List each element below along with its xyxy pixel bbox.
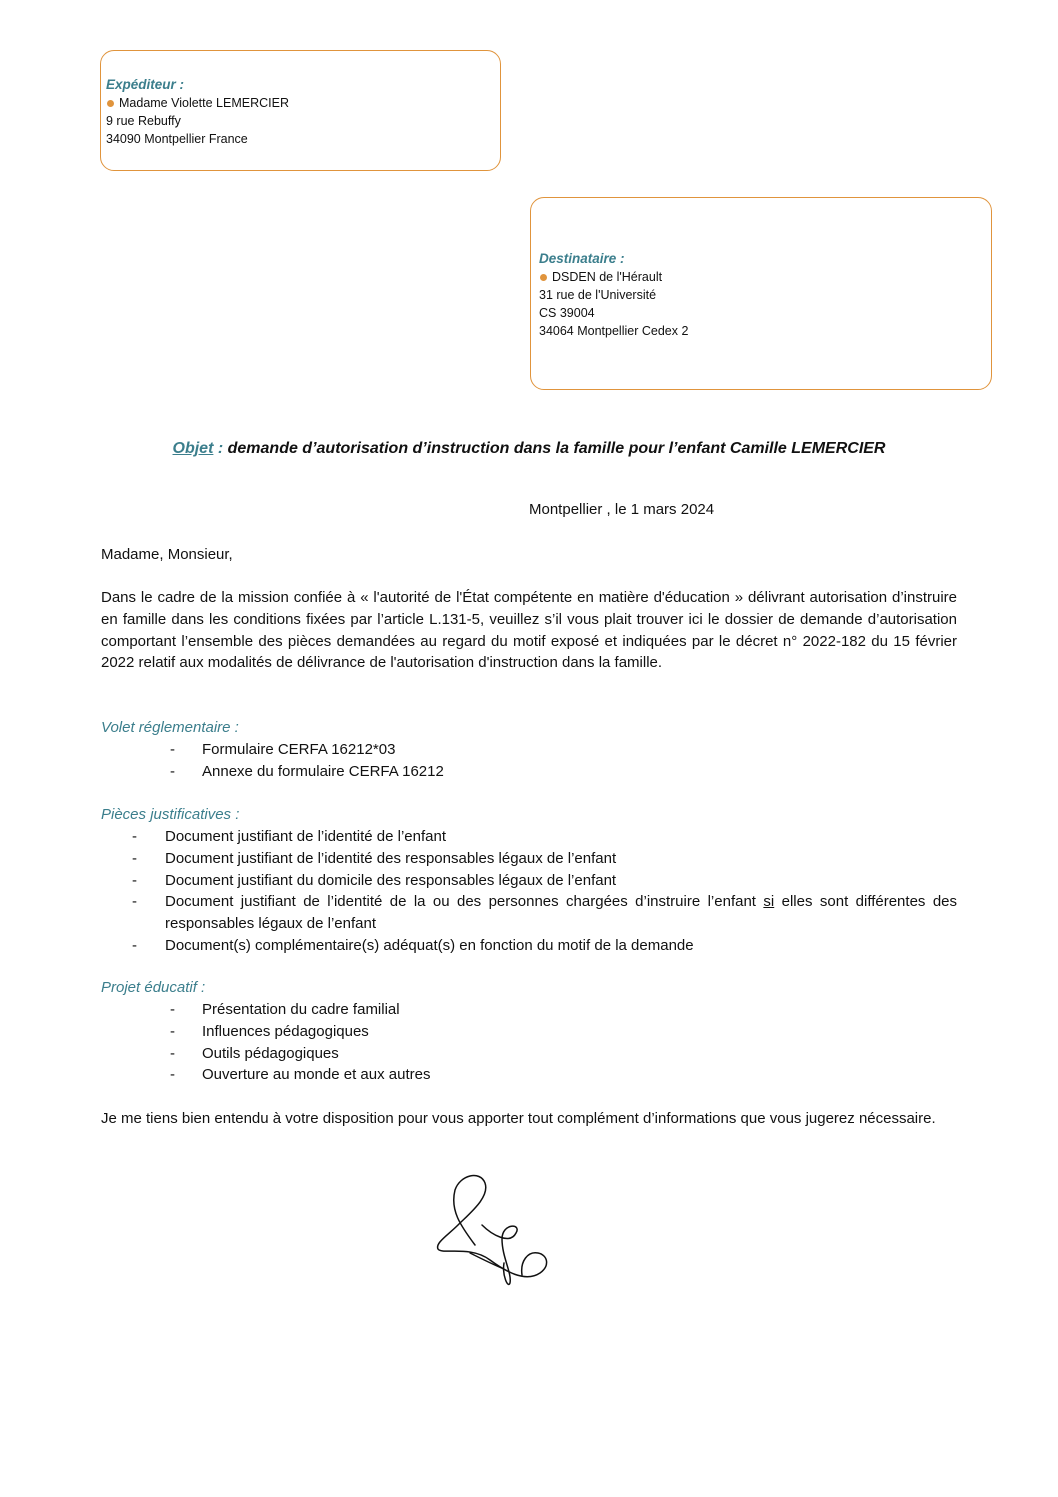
volet-reglementaire-list bbox=[0, 739, 1058, 783]
dash-marker: - bbox=[170, 1022, 175, 1040]
dash-marker: - bbox=[132, 871, 137, 889]
bullet-dot-icon bbox=[540, 274, 547, 281]
object-colon: : bbox=[213, 440, 224, 457]
recipient-box bbox=[530, 197, 992, 390]
dash-marker: - bbox=[132, 893, 137, 911]
dash-marker: - bbox=[170, 762, 175, 780]
projet-educatif-title: Projet éducatif : bbox=[101, 979, 206, 996]
dash-marker: - bbox=[170, 741, 175, 758]
salutation: Madame, Monsieur, bbox=[101, 546, 233, 563]
bullet-dot-icon bbox=[107, 100, 114, 107]
list-item: - Document(s) complémentaire(s) adéquat(s) en fonction du motif de la demande bbox=[0, 935, 1058, 957]
sender-box bbox=[100, 50, 501, 171]
dash-marker: - bbox=[132, 849, 137, 867]
list-item: - Influences pédagogiques bbox=[0, 1021, 1058, 1043]
signature-image bbox=[430, 1165, 555, 1290]
sender-name-line bbox=[106, 94, 500, 112]
list-item: - Document justifiant de l’identité de la ou des personnes chargées d’instruire l’enfant si elles sont différentes des responsables légaux de l’enfant bbox=[132, 893, 958, 933]
dash-marker: - bbox=[132, 936, 137, 954]
recipient-name: DSDEN de l'Hérault bbox=[552, 270, 663, 284]
list-item: - Ouverture au monde et aux autres bbox=[0, 1064, 1058, 1086]
object-label: Objet bbox=[172, 440, 214, 457]
volet-reglementaire-title: Volet réglementaire : bbox=[101, 719, 239, 736]
recipient-name-line bbox=[539, 268, 991, 286]
recipient-address-line-2: CS 39004 bbox=[539, 306, 595, 320]
list-item: - Document justifiant de l’identité des responsables légaux de l’enfant bbox=[0, 848, 1058, 870]
pieces-justificatives-title: Pièces justificatives : bbox=[101, 806, 240, 823]
sender-name: Madame Violette LEMERCIER bbox=[119, 96, 289, 110]
list-item: - Outils pédagogiques bbox=[0, 1043, 1058, 1065]
intro-paragraph: Dans le cadre de la mission confiée à « l'autorité de l'État compétente en matière d'éducation » délivrant autorisation d’instruire en famille dans les conditions fixées par l’article L.131-5, veuillez s’il vous plait trouver ici le dossier de demande d’autorisation comportant l’ensemble des pièces demandées au regard du motif exposé et indiquées par le décret n° 2022-182 du 15 février 2022 relatif aux modalités de délivrance de l'autorisation d'instruction dans la famille. bbox=[101, 589, 957, 672]
projet-educatif-list bbox=[0, 999, 1058, 1086]
dash-marker: - bbox=[170, 1001, 175, 1018]
recipient-address-line-1: 31 rue de l'Université bbox=[539, 288, 657, 302]
dash-marker: - bbox=[132, 828, 137, 845]
list-item: - Document justifiant de l’identité de l’enfant bbox=[0, 826, 1058, 848]
recipient-label: Destinataire : bbox=[539, 251, 625, 266]
letter-date: Montpellier , le 1 mars 2024 bbox=[529, 501, 715, 518]
dash-marker: - bbox=[170, 1066, 175, 1084]
sender-address-line-2: 34090 Montpellier France bbox=[106, 132, 248, 146]
letter-object bbox=[0, 438, 1058, 460]
list-item: - Annexe du formulaire CERFA 16212 bbox=[0, 761, 1058, 783]
closing-paragraph: Je me tiens bien entendu à votre disposition pour vous apporter tout complément d’informations que vous jugerez nécessaire. bbox=[101, 1110, 936, 1127]
list-item: - Présentation du cadre familial bbox=[0, 999, 1058, 1021]
sender-address-line-1: 9 rue Rebuffy bbox=[106, 114, 181, 128]
object-text: demande d’autorisation d’instruction dans la famille pour l’enfant Camille LEMERCIER bbox=[223, 440, 886, 457]
recipient-address-line-3: 34064 Montpellier Cedex 2 bbox=[539, 324, 689, 338]
dash-marker: - bbox=[170, 1044, 175, 1062]
sender-label: Expéditeur : bbox=[106, 77, 185, 92]
list-item: - Document justifiant du domicile des responsables légaux de l’enfant bbox=[0, 870, 1058, 892]
list-item: - Formulaire CERFA 16212*03 bbox=[0, 739, 1058, 761]
pieces-justificatives-list bbox=[0, 826, 1058, 957]
